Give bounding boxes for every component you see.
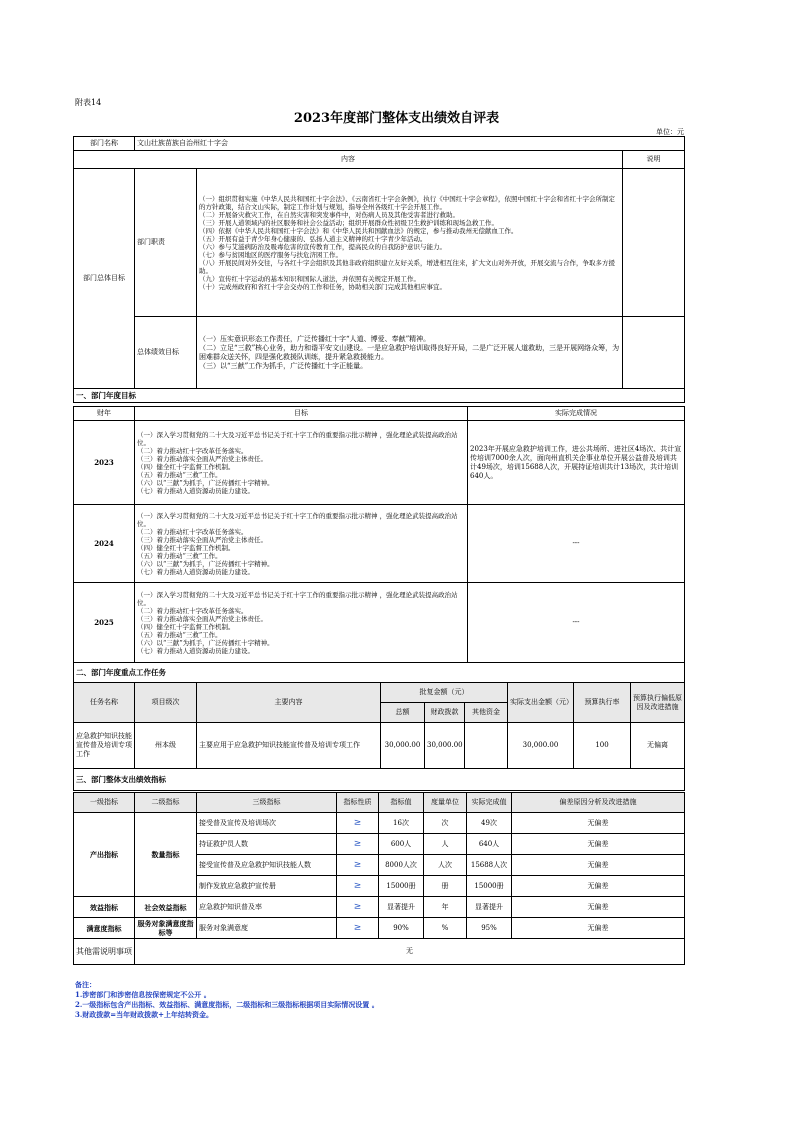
actual-value-cell: 显著提升	[467, 897, 512, 918]
other-fund-cell	[465, 723, 508, 769]
actual-value-cell: 15688人次	[467, 855, 512, 876]
deviation-cell: 无偏差	[512, 897, 685, 918]
year-cell: 2025	[74, 583, 135, 663]
actual-spend-cell: 30,000.00	[508, 723, 574, 769]
actual-cell: ---	[468, 505, 685, 583]
unit-label: 单位：元	[656, 128, 684, 136]
year-cell: 2024	[74, 505, 135, 583]
other-fund-header: 其他资金	[465, 703, 508, 723]
target-cell: （一）深入学习贯彻党的二十大及习近平总书记关于红十字工作的重要指示批示精神 ，强化理论武装提高政治站位。 （二）着力推动红十字改革任务落实。 （三）着力推动落实全面从严治党主体责任。 （四）健全红十字监督工作机制。 （五）着力推动“三救”工作。 （六）以“三献”为抓手，广泛传播红十字精神。 （七）着力推动人道资源动员能力建设。	[135, 421, 468, 505]
nature-cell: ≥	[337, 918, 379, 939]
reason-cell: 无偏离	[631, 723, 685, 769]
nature-cell: ≥	[337, 876, 379, 897]
l3-cell: 接受普及宣传及培训场次	[197, 813, 337, 834]
value-cell: 16次	[379, 813, 424, 834]
key-task-table	[73, 682, 685, 791]
output-l2: 数量指标	[135, 813, 197, 897]
unit-cell: 册	[424, 876, 467, 897]
goal-label: 总体绩效目标	[135, 317, 197, 389]
l3-cell: 制作发放应急救护宣传册	[197, 876, 337, 897]
duty-note	[623, 169, 685, 317]
l2-header: 二级指标	[135, 793, 197, 813]
content-cell: 主要应用于应急救护知识技能宣传普及培训专项工作	[197, 723, 381, 769]
level-header: 项目级次	[135, 683, 197, 723]
actual-value-cell: 49次	[467, 813, 512, 834]
deviation-cell: 无偏差	[512, 813, 685, 834]
deviation-header: 偏差原因分析及改进措施	[512, 793, 685, 813]
value-cell: 90%	[379, 918, 424, 939]
actual-header: 实际完成情况	[468, 407, 685, 421]
page-title: 2023年度部门整体支出绩效自评表	[293, 111, 500, 126]
actual-cell: ---	[468, 583, 685, 663]
unit-cell: 次	[424, 813, 467, 834]
actual-value-cell: 15000册	[467, 876, 512, 897]
value-cell: 600人	[379, 834, 424, 855]
section3-title: 三、部门整体支出绩效指标	[74, 769, 685, 791]
goal-note	[623, 317, 685, 389]
output-l1: 产出指标	[74, 813, 135, 897]
appendix-label: 附表14	[75, 98, 102, 107]
deviation-cell: 无偏差	[512, 876, 685, 897]
value-cell: 显著提升	[379, 897, 424, 918]
annual-target-table	[73, 406, 685, 683]
goal-content: （一）压实意识形态工作责任，广泛传播红十字“人道、博爱、奉献”精神。 （二）立足“三救”核心业务，助力和谐平安文山建设。一是应急救护培训取得良好开局，二是广泛开展人道救助，三是开展网络众筹，为困难群众送关怀，四是强化救援队训练，提升紧急救援能力。 （三）以“三献”工作为抓手，广泛传播红十字正能量。	[197, 317, 623, 389]
content-header: 内容	[74, 151, 623, 169]
actual-value-cell: 95%	[467, 918, 512, 939]
table-row	[74, 918, 685, 939]
satisfaction-l2: 服务对象满意度指标等	[135, 918, 197, 939]
l3-cell: 接受宣传普及应急救护知识技能人数	[197, 855, 337, 876]
note-item: 2.一级指标包含产出指标、效益指标、满意度指标，二级指标和三级指标根据项目实际情况设置 。	[75, 1000, 379, 1009]
note-item: 3.财政拨款=当年财政拨款+上年结转资金。	[75, 1010, 214, 1019]
approved-header: 批复金额（元）	[381, 683, 508, 703]
year-cell: 2023	[74, 421, 135, 505]
level-cell: 州本级	[135, 723, 197, 769]
section1-title: 一、部门年度目标	[74, 389, 685, 403]
note-item: 1.涉密部门和涉密信息按保密规定不公开 。	[75, 990, 211, 999]
target-header: 目标	[135, 407, 468, 421]
actual-value-header: 实际完成值	[467, 793, 512, 813]
note-header: 说明	[623, 151, 685, 169]
l1-header: 一级指标	[74, 793, 135, 813]
dept-name-label: 部门名称	[74, 137, 135, 151]
section2-title: 二、部门年度重点工作任务	[74, 663, 685, 683]
unit-cell: %	[424, 918, 467, 939]
indicator-table	[73, 792, 685, 965]
value-header: 指标值	[379, 793, 424, 813]
dept-name-value: 文山壮族苗族自治州红十字会	[135, 137, 685, 151]
duty-content: （一）组织贯彻实施《中华人民共和国红十字会法》、《云南省红十字会条例》，执行《中国红十字会章程》，依照中国红十字会和省红十字会所制定的方针政策，结合文山实际，制定工作计划与规划，指导全州各级红十字会开展工作。 （二）开展备灾救灾工作，在自然灾害和突发事件中，对伤病人员及其他受害者进行救助。 （三）开展人道领域内的社区服务和社会公益活动；组织开展群众性初级卫生救护训练和现场急救工作。 （四）依据《中华人民共和国红十字会法》和《中华人民共和国献血法》的规定，参与推动我州无偿献血工作。 （五）开展有益于青少年身心健康的、弘扬人道主义精神的红十字青少年活动。 （六）参与艾滋病防治及吸毒危害的宣传教育工作，提高民众的自我防护意识与能力。 （七）参与贫困地区的医疗服务与扶危济困工作。 （八）开展民间对外交往，与各红十字会组织及其他非政府组织建立友好关系，增进相互往来，扩大文山对外开放，开展交流与合作，争取多方援助。 （九）宣传红十字运动的基本知识和国际人道法，并依照有关规定开展工作。 （十）完成州政府和省红十字会交办的工作和任务，协助相关部门完成其他相应事宜。	[197, 169, 623, 317]
satisfaction-l1: 满意度指标	[74, 918, 135, 939]
table-row	[74, 813, 685, 834]
nature-cell: ≥	[337, 813, 379, 834]
benefit-l2: 社会效益指标	[135, 897, 197, 918]
rate-cell: 100	[574, 723, 631, 769]
task-header: 任务名称	[74, 683, 135, 723]
l3-cell: 服务对象满意度	[197, 918, 337, 939]
nature-cell: ≥	[337, 897, 379, 918]
other-matters-value: 无	[135, 939, 685, 965]
value-cell: 8000人次	[379, 855, 424, 876]
unit-cell: 人	[424, 834, 467, 855]
unit-cell: 年	[424, 897, 467, 918]
reason-header: 预算执行偏低原因及改进措施	[631, 683, 685, 723]
other-matters-label: 其他需说明事项	[74, 939, 135, 965]
notes	[75, 980, 379, 1020]
l3-header: 三级指标	[197, 793, 337, 813]
value-cell: 15000册	[379, 876, 424, 897]
fiscal-cell: 30,000.00	[425, 723, 465, 769]
deviation-cell: 无偏差	[512, 855, 685, 876]
content-header: 主要内容	[197, 683, 381, 723]
fiscal-header: 财政拨款	[425, 703, 465, 723]
table-row	[74, 723, 685, 769]
target-cell: （一）深入学习贯彻党的二十大及习近平总书记关于红十字工作的重要指示批示精神 ，强化理论武装提高政治站位。 （二）着力推动红十字改革任务落实。 （三）着力推动落实全面从严治党主体责任。 （四）健全红十字监督工作机制。 （五）着力推动“三救”工作。 （六）以“三献”为抓手，广泛传播红十字精神。 （七）着力推动人道资源动员能力建设。	[135, 505, 468, 583]
year-header: 财年	[74, 407, 135, 421]
actual-value-cell: 640人	[467, 834, 512, 855]
total-cell: 30,000.00	[381, 723, 425, 769]
deviation-cell: 无偏差	[512, 834, 685, 855]
unit-cell: 人次	[424, 855, 467, 876]
notes-title: 备注：	[75, 980, 96, 989]
actual-cell: 2023年开展应急救护培训工作，进公共场所、进社区4场次、共计宣传培训7000余人次，面向州直机关企事业单位开展公益普及培训共计49场次，培训15688人次，开展持证培训共计13场次，共计培训640人。	[468, 421, 685, 505]
overall-table	[73, 136, 685, 403]
l3-cell: 持证救护员人数	[197, 834, 337, 855]
duty-label: 部门职责	[135, 169, 197, 317]
l3-cell: 应急救护知识普及率	[197, 897, 337, 918]
overall-target-label: 部门总体目标	[74, 169, 135, 389]
task-cell: 应急救护知识技能宣传普及培训专项工作	[74, 723, 135, 769]
actual-spend-header: 实际支出金额（元）	[508, 683, 574, 723]
table-row	[74, 897, 685, 918]
nature-cell: ≥	[337, 855, 379, 876]
rate-header: 预算执行率	[574, 683, 631, 723]
nature-cell: ≥	[337, 834, 379, 855]
benefit-l1: 效益指标	[74, 897, 135, 918]
total-header: 总额	[381, 703, 425, 723]
target-cell: （一）深入学习贯彻党的二十大及习近平总书记关于红十字工作的重要指示批示精神 ，强化理论武装提高政治站位。 （二）着力推动红十字改革任务落实。 （三）着力推动落实全面从严治党主体责任。 （四）健全红十字监督工作机制。 （五）着力推动“三救”工作。 （六）以“三献”为抓手，广泛传播红十字精神。 （七）着力推动人道资源动员能力建设。	[135, 583, 468, 663]
unit-header: 度量单位	[424, 793, 467, 813]
deviation-cell: 无偏差	[512, 918, 685, 939]
nature-header: 指标性质	[337, 793, 379, 813]
